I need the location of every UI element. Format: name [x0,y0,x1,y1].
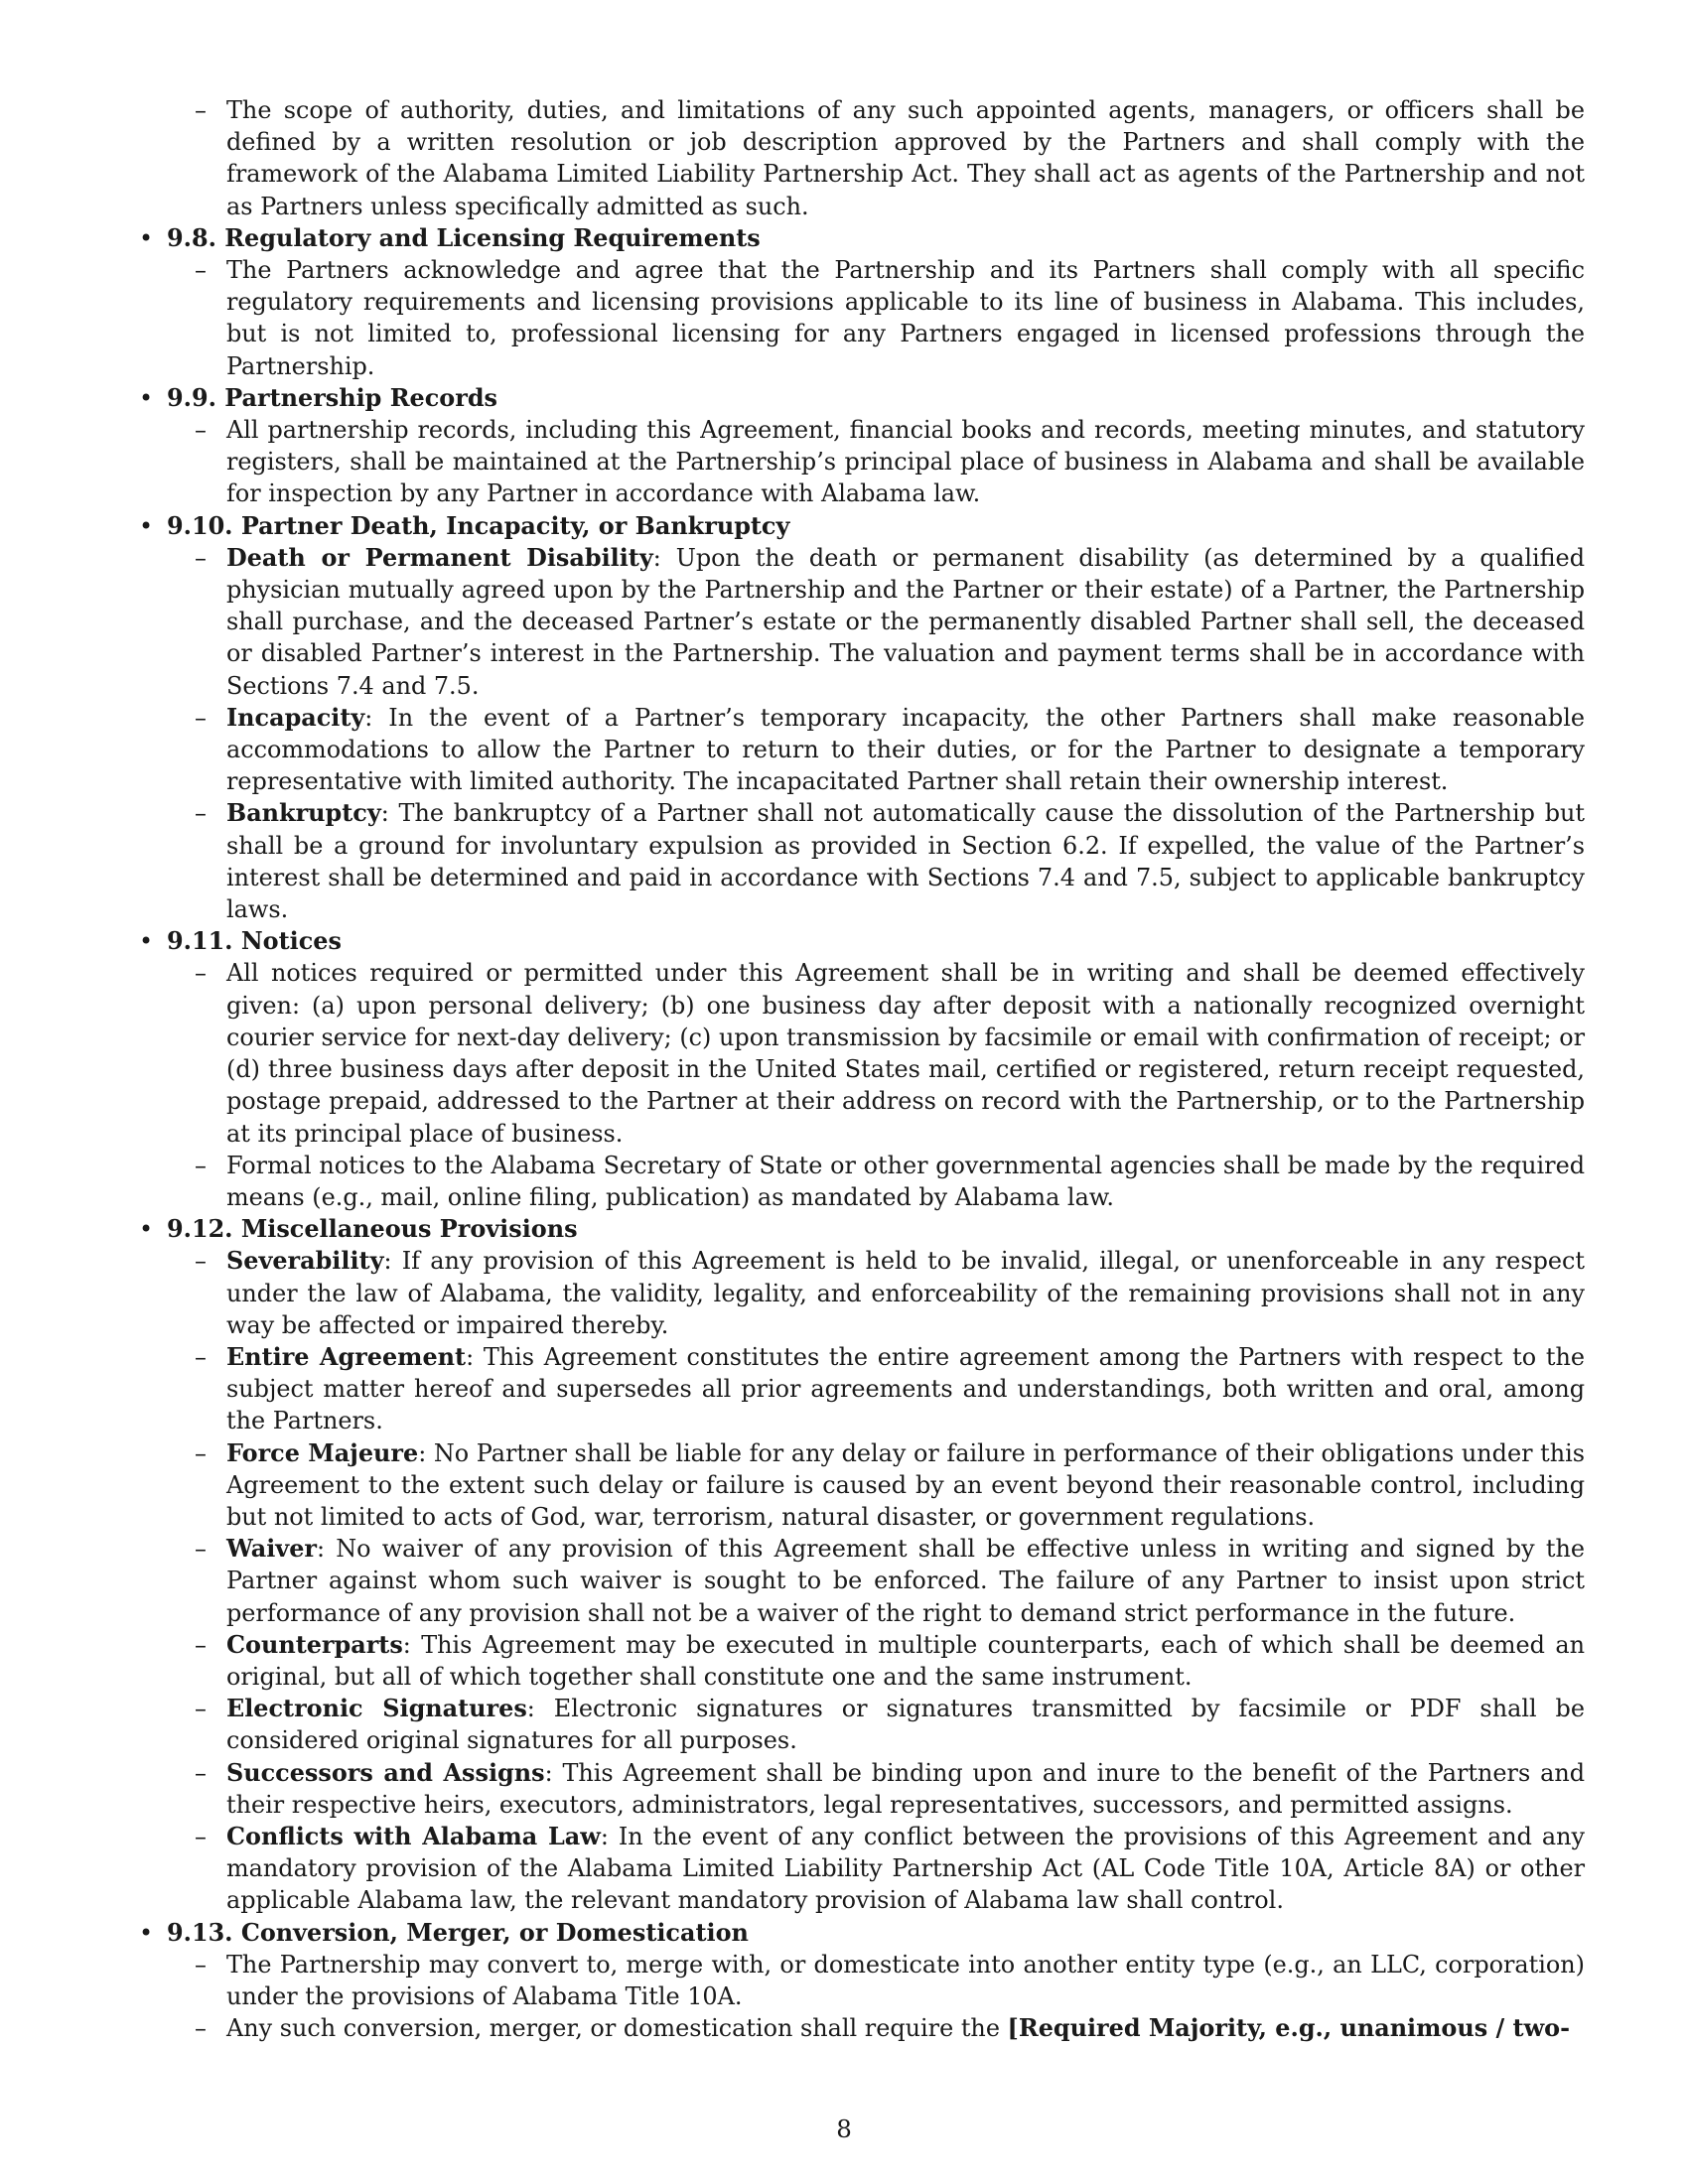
list-item [139,1245,1585,1341]
list-item [139,1629,1585,1693]
item-text: : This Agreement shall be binding upon and inure to the benefit of the Partners and their respective heirs, executors, administrators, legal representatives, successors, and permitted assigns. [226,1758,1585,1819]
dash-marker: – [195,1822,207,1850]
dash-marker: – [195,1758,207,1787]
item-text: : In the event of any conflict between the provisions of this Agreement and any mandatory provision of the Alabama Limited Liability Partnership Act (AL Code Title 10A, Article 8A) or other applicable Alabama law, the relevant mandatory provision of Alabama law shall control. [226,1822,1585,1915]
bullet-marker: • [139,1215,154,1244]
list-item [139,1949,1585,2012]
dash-marker: – [195,1438,207,1467]
item-text: All partnership records, including this Agreement, financial books and records, meeting minutes, and statutory registers, shall be maintained at the Partnership’s principal place of business in Alabama and shall be available for inspection by any Partner in accordance with Alabama law. [226,416,1585,508]
dash-marker: – [195,2014,207,2043]
item-term: Force Majeure [226,1438,419,1467]
item-term: Incapacity [226,703,365,732]
section [139,382,1585,414]
bullet-marker: • [139,1918,154,1947]
item-text: The scope of authority, duties, and limitations of any such appointed agents, managers, or officers shall be defined by a written resolution or job description approved by the Partners and shall comply with the framework of the Alabama Limited Liability Partnership Act. They shall act as agents of the Partnership and not as Partners unless specifically admitted as such. [226,96,1585,220]
item-term: Severability [226,1247,384,1276]
section-heading: 9.10. Partner Death, Incapacity, or Bankruptcy [167,511,790,540]
list-item [139,1757,1585,1821]
page-number: 8 [836,2115,852,2143]
item-text: : If any provision of this Agreement is held to be invalid, illegal, or unenforceable in any respect under the law of Alabama, the validity, legality, and enforceability of the remaining provisions shall not in any way be affected or impaired thereby. [226,1247,1585,1339]
dash-marker: – [195,959,207,988]
document-body [139,94,1585,2044]
item-term: Successors and Assigns [226,1758,545,1787]
section [139,925,1585,957]
item-text: : This Agreement constitutes the entire agreement among the Partners with respect to the subject matter hereof and supersedes all prior agreements and understandings, both written and oral, among the Partners. [226,1342,1585,1435]
dash-marker: – [195,256,207,285]
list-item [139,702,1585,798]
section [139,1213,1585,1245]
item-term: Death or Permanent Disability [226,543,653,572]
bullet-marker: • [139,511,154,540]
section-heading: 9.13. Conversion, Merger, or Domestication [167,1918,749,1947]
item-term: Conflicts with Alabama Law [226,1822,601,1850]
list-item [139,1341,1585,1437]
dash-marker: – [195,96,207,124]
section-heading: 9.12. Miscellaneous Provisions [167,1215,578,1244]
item-term: Entire Agreement [226,1342,467,1371]
item-text: : No Partner shall be liable for any delay or failure in performance of their obligations under this Agreement to the extent such delay or failure is caused by an event beyond their reasonable control, including but not limited to acts of God, war, terrorism, natural disaster, or government regulations. [226,1438,1585,1531]
dash-marker: – [195,1342,207,1371]
bullet-marker: • [139,223,154,252]
bullet-marker: • [139,383,154,412]
list-item [139,1533,1585,1629]
item-text: : Electronic signatures or signatures transmitted by facsimile or PDF shall be considered original signatures for all purposes. [226,1695,1585,1755]
item-text: The Partnership may convert to, merge with, or domesticate into another entity type (e.g., an LLC, corporation) under the provisions of Alabama Title 10A. [226,1950,1585,2010]
list-item [139,957,1585,1149]
list-item [139,2012,1585,2044]
dash-marker: – [195,1535,207,1564]
item-text: : In the event of a Partner’s temporary incapacity, the other Partners shall make reasonable accommodations to allow the Partner to return to their duties, or for the Partner to designate a temporary representative with limited authority. The incapacitated Partner shall retain their ownership interest. [226,703,1585,796]
section-heading: 9.9. Partnership Records [167,383,497,412]
item-term: Counterparts [226,1630,403,1659]
section-heading: 9.8. Regulatory and Licensing Requirements [167,223,761,252]
dash-marker: – [195,1151,207,1179]
list-item [139,1821,1585,1917]
item-term: Electronic Signatures [226,1695,527,1723]
item-text: Formal notices to the Alabama Secretary of State or other governmental agencies shall be made by the required means (e.g., mail, online filing, publication) as mandated by Alabama law. [226,1151,1585,1211]
item-text: Any such conversion, merger, or domestication shall require the [226,2014,1008,2043]
section-heading: 9.11. Notices [167,927,342,956]
item-text: All notices required or permitted under this Agreement shall be in writing and shall be deemed effectively given: (a) upon personal delivery; (b) one business day after deposit with a nationally recognized overnight courier service for next-day delivery; (c) upon transmission by facsimile or email with confirmation of receipt; or (d) three business days after deposit in the United States mail, certified or registered, return receipt requested, postage prepaid, addressed to the Partner at their address on record with the Partnership, or to the Partnership at its principal place of business. [226,959,1585,1148]
item-text: The Partners acknowledge and agree that the Partnership and its Partners shall comply with all specific regulatory requirements and licensing provisions applicable to its line of business in Alabama. This includes, but is not limited to, professional licensing for any Partners engaged in licensed professions through the Partnership. [226,256,1585,380]
list-item [139,797,1585,925]
item-term: Waiver [226,1535,317,1564]
dash-marker: – [195,543,207,572]
sections-list [139,222,1585,2045]
dash-marker: – [195,703,207,732]
list-item [139,254,1585,382]
list-item [139,1150,1585,1213]
section [139,1917,1585,1949]
dash-marker: – [195,799,207,828]
dash-marker: – [195,1630,207,1659]
list-item [139,94,1585,222]
list-item [139,414,1585,510]
dash-marker: – [195,416,207,445]
bullet-marker: • [139,927,154,956]
dash-marker: – [195,1247,207,1276]
item-text: : The bankruptcy of a Partner shall not automatically cause the dissolution of the Partnership but shall be a ground for involuntary expulsion as provided in Section 6.2. If expelled, the value of the Partner’s interest shall be determined and paid in accordance with Sections 7.4 and 7.5, subject to applicable bankruptcy laws. [226,799,1585,924]
list-item [139,1437,1585,1534]
dash-marker: – [195,1950,207,1979]
section [139,222,1585,254]
item-trailing-bold: [Required Majority, e.g., unanimous / two- [1007,2014,1570,2043]
item-text: : No waiver of any provision of this Agreement shall be effective unless in writing and signed by the Partner against whom such waiver is sought to be enforced. The failure of any Partner to insist upon strict performance of any provision shall not be a waiver of the right to demand strict performance in the future. [226,1535,1585,1627]
dash-marker: – [195,1695,207,1723]
section [139,510,1585,542]
list-item [139,542,1585,702]
item-text: : Upon the death or permanent disability (as determined by a qualified physician mutually agreed upon by the Partnership and the Partner or their estate) of a Partner, the Partnership shall purchase, and the deceased Partner’s estate or the permanently disabled Partner shall sell, the deceased or disabled Partner’s interest in the Partnership. The valuation and payment terms shall be in accordance with Sections 7.4 and 7.5. [226,543,1585,700]
list-item [139,1693,1585,1756]
item-text: : This Agreement may be executed in multiple counterparts, each of which shall be deemed an original, but all of which together shall constitute one and the same instrument. [226,1630,1585,1691]
item-term: Bankruptcy [226,799,381,828]
